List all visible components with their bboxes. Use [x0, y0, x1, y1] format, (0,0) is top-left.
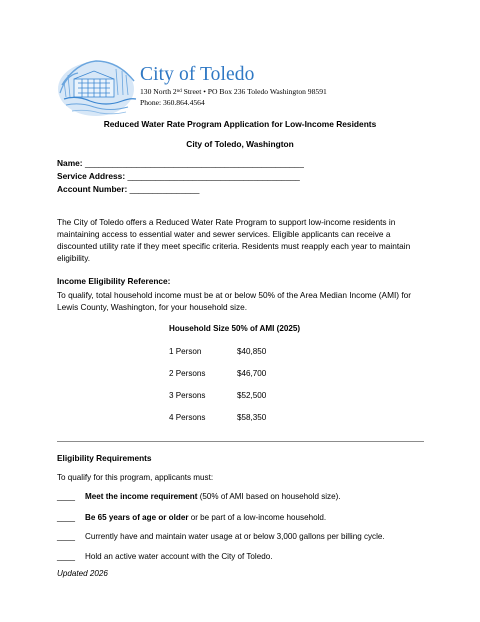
letterhead-address [140, 86, 327, 108]
checkbox-blank[interactable]: ____ [57, 552, 76, 561]
checkbox-blank[interactable]: ____ [57, 492, 76, 501]
service-address-field[interactable]: Service Address: _____________________________________ [57, 171, 300, 181]
document-subtitle: City of Toledo, Washington [186, 139, 294, 149]
section-divider [57, 441, 424, 442]
phone-line: Phone: 360.864.4564 [140, 98, 205, 107]
program-intro: The City of Toledo offers a Reduced Water Rate Program to support low-income residents in maintaining access to essential water and sewer services. Eligible applicants can receive a discounted utility rate if they meet specific criteria. Residents must reapply each year to maintain eligibility. [57, 217, 411, 264]
updated-note: Updated 2026 [57, 569, 108, 578]
city-name: City of Toledo [140, 64, 255, 85]
requirement-item[interactable]: ____ Meet the income requirement (50% of AMI based on household size). [57, 492, 341, 501]
account-number-field[interactable]: Account Number: _______________ [57, 184, 200, 194]
ami-table: Household Size 50% of AMI (2025) 1 Person $40,850 2 Persons $46,700 3 Persons $52,500 4 Persons $58,350 [169, 324, 319, 333]
requirement-item[interactable]: ____ Currently have and maintain water usage at or below 3,000 gallons per billing cycle. [57, 532, 385, 541]
checkbox-blank[interactable]: ____ [57, 532, 76, 541]
checkbox-blank[interactable]: ____ [57, 513, 76, 522]
income-heading: Income Eligibility Reference: [57, 276, 171, 286]
eligibility-heading: Eligibility Requirements [57, 453, 152, 463]
requirement-item[interactable]: ____ Be 65 years of age or older or be part of a low-income household. [57, 513, 327, 522]
name-field[interactable]: Name: _______________________________________________ [57, 158, 304, 168]
address-line: 130 North 2nd Street • PO Box 236 Toledo Washington 98591 [140, 87, 327, 96]
income-text: To qualify, total household income must be at or below 50% of the Area Median Income (AMI) for Lewis County, Washington, for your household size. [57, 290, 412, 313]
city-logo [56, 55, 140, 121]
document-title: Reduced Water Rate Program Application for Low-Income Residents [103, 119, 377, 129]
eligibility-intro: To qualify for this program, applicants must: [57, 473, 214, 482]
ami-table-header: Household Size 50% of AMI (2025) [169, 324, 301, 333]
requirement-item[interactable]: ____ Hold an active water account with the City of Toledo. [57, 552, 273, 561]
